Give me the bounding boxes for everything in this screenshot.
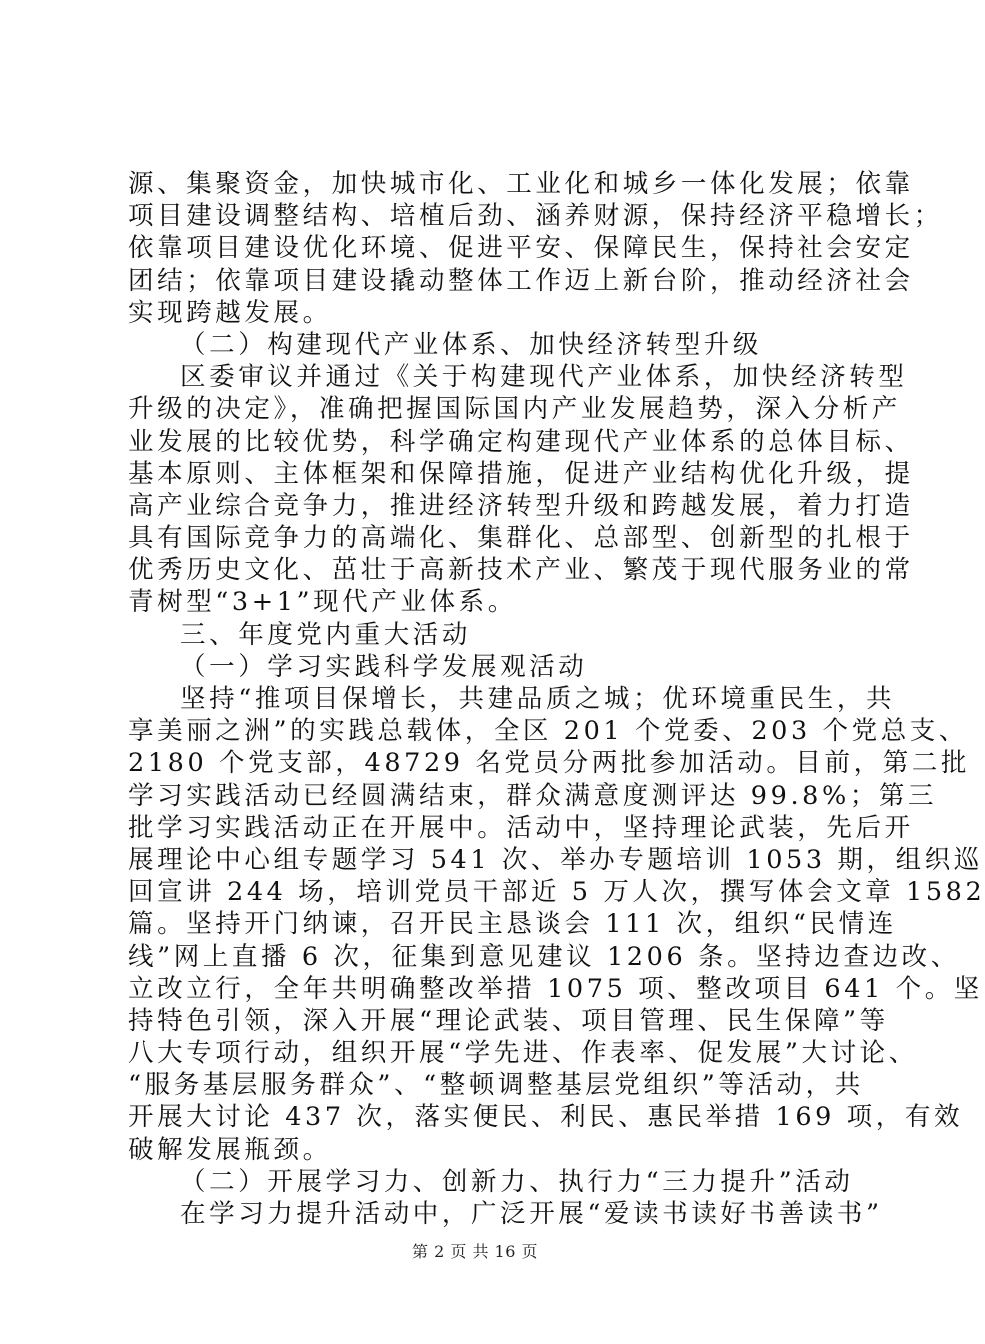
text-line: 高产业综合竞争力，推进经济转型升级和跨越发展，着力打造 (128, 490, 914, 521)
text-line: 三、年度党内重大活动 (180, 619, 472, 650)
text-line: 区委审议并通过《关于构建现代产业体系，加快经济转型 (180, 362, 908, 393)
text-line: “服务基层服务群众”、“整顿调整基层党组织”等活动，共 (128, 1070, 864, 1101)
text-line: 源、集聚资金，加快城市化、工业化和城乡一体化发展；依靠 (128, 169, 914, 199)
text-line: 依靠项目建设优化环境、促进平安、保障民生，保持社会安定 (128, 233, 914, 264)
text-line: 展理论中心组专题学习 541 次、举办专题培训 1053 期，组织巡 (128, 844, 983, 875)
text-line: 立改立行，全年共明确整改举措 1075 项、整改项目 641 个。坚 (128, 973, 983, 1004)
page-number: 第 2 页 共 16 页 (412, 1242, 538, 1261)
text-line: （一）学习实践科学发展观活动 (180, 651, 588, 682)
text-line: 在学习力提升活动中，广泛开展“爱读书读好书善读书” (180, 1199, 883, 1229)
text-line: 实现跨越发展。 (128, 297, 332, 328)
text-line: 持特色引领，深入开展“理论武装、项目管理、民生保障”等 (128, 1005, 889, 1036)
text-line: 开展大讨论 437 次，落实便民、利民、惠民举措 169 项，有效 (128, 1102, 964, 1133)
text-line: 团结；依靠项目建设撬动整体工作迈上新台阶，推动经济社会 (128, 265, 914, 296)
text-line: 享美丽之洲”的实践总载体，全区 201 个党委、203 个党总支、 (128, 716, 968, 747)
text-line: 具有国际竞争力的高端化、集群化、总部型、创新型的扎根于 (128, 523, 914, 554)
text-line: 业发展的比较优势，科学确定构建现代产业体系的总体目标、 (128, 426, 914, 457)
text-line: 批学习实践活动正在开展中。活动中，坚持理论武装，先后开 (128, 812, 914, 843)
page-footer (0, 1239, 950, 1262)
document-body (128, 168, 985, 1230)
text-line: 项目建设调整结构、培植后劲、涵养财源，保持经济平稳增长； (128, 201, 943, 232)
text-line: 基本原则、主体框架和保障措施，促进产业结构优化升级，提 (128, 458, 914, 489)
text-line: 线”网上直播 6 次，征集到意见建议 1206 条。坚持边查边改、 (128, 941, 960, 972)
text-line: 八大专项行动，组织开展“学先进、作表率、促发展”大讨论、 (128, 1038, 918, 1069)
text-line: 坚持“推项目保增长，共建品质之城；优环境重民生，共 (180, 684, 896, 714)
text-line: 青树型“3+1”现代产业体系。 (128, 587, 517, 618)
text-line: 2180 个党支部，48729 名党员分两批参加活动。目前，第二批 (128, 748, 971, 779)
text-line: 优秀历史文化、茁壮于高新技术产业、繁茂于现代服务业的常 (128, 555, 914, 586)
text-line: 升级的决定》，准确把握国际国内产业发展趋势，深入分析产 (128, 394, 901, 425)
text-line: 学习实践活动已经圆满结束，群众满意度测评达 99.8%；第三 (128, 780, 938, 811)
text-line: 篇。坚持开门纳谏，召开民主恳谈会 111 次，组织“民情连 (128, 909, 897, 940)
text-line: （二）构建现代产业体系、加快经济转型升级 (180, 329, 763, 360)
text-line: 破解发展瓶颈。 (128, 1134, 332, 1165)
text-line: 回宣讲 244 场，培训党员干部近 5 万人次，撰写体会文章 1582 (128, 877, 985, 908)
text-line: （二）开展学习力、创新力、执行力“三力提升”活动 (180, 1166, 854, 1197)
